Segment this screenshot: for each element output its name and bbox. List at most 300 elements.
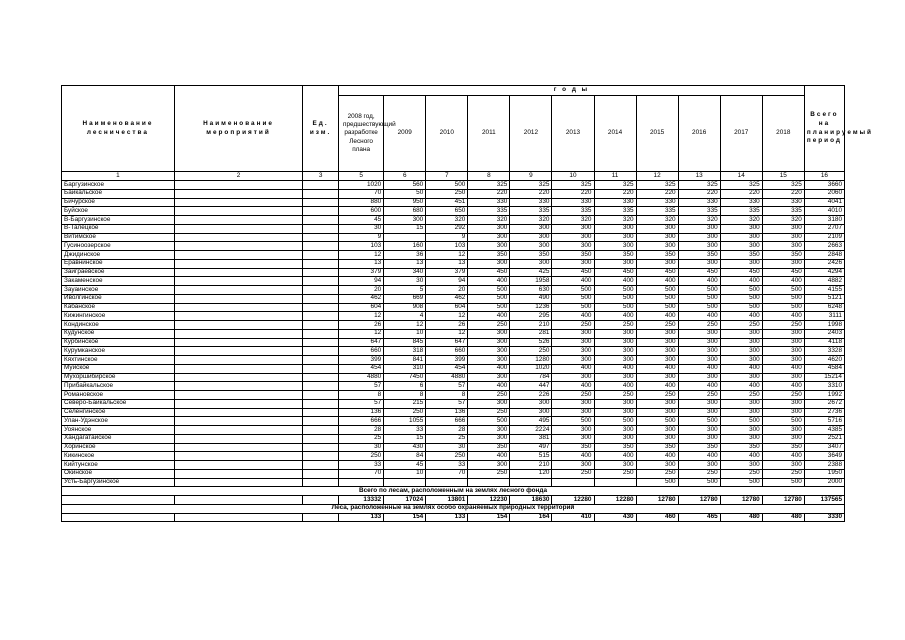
- value-cell: 300: [762, 373, 804, 382]
- value-cell: 300: [594, 399, 636, 408]
- value-cell: 300: [762, 461, 804, 470]
- value-cell: 1055: [384, 417, 426, 426]
- value-cell: 318: [384, 347, 426, 356]
- value-cell: 300: [552, 347, 594, 356]
- value-cell: 33: [339, 461, 384, 470]
- value-cell: 310: [384, 364, 426, 373]
- value-cell: 350: [510, 251, 552, 260]
- table-row: [62, 417, 845, 426]
- value-cell: 400: [762, 312, 804, 321]
- forestry-name: Уоянское: [62, 426, 175, 435]
- value-cell: 300: [762, 329, 804, 338]
- value-cell: 210: [510, 461, 552, 470]
- forestry-name: Хандагатайское: [62, 434, 175, 443]
- column-number: 7: [426, 172, 468, 181]
- unit-cell: [303, 469, 339, 478]
- unit-cell: [303, 391, 339, 400]
- value-cell: 399: [426, 356, 468, 365]
- value-cell: 320: [678, 216, 720, 225]
- value-cell: 300: [678, 242, 720, 251]
- forestry-name: Кикинское: [62, 452, 175, 461]
- value-cell: 300: [678, 408, 720, 417]
- value-cell: 400: [720, 312, 762, 321]
- unit-cell: [303, 207, 339, 216]
- value-cell: 4880: [339, 373, 384, 382]
- value-cell: 454: [426, 364, 468, 373]
- value-cell: 399: [339, 356, 384, 365]
- value-cell: 462: [426, 294, 468, 303]
- value-cell: 500: [552, 417, 594, 426]
- value-cell: 500: [468, 303, 510, 312]
- value-cell: 292: [426, 224, 468, 233]
- value-cell: 300: [636, 329, 678, 338]
- unit-cell: [303, 329, 339, 338]
- value-cell: 4385: [804, 426, 844, 435]
- value-cell: 666: [339, 417, 384, 426]
- value-cell: 8: [339, 391, 384, 400]
- value-cell: 320: [468, 216, 510, 225]
- value-cell: 300: [636, 399, 678, 408]
- value-cell: 300: [720, 461, 762, 470]
- unit-cell: [303, 338, 339, 347]
- unit-cell: [303, 216, 339, 225]
- value-cell: 325: [678, 181, 720, 190]
- value-cell: 500: [720, 478, 762, 487]
- value-cell: 320: [510, 216, 552, 225]
- total-blank: [303, 496, 339, 505]
- column-number: 5: [339, 172, 384, 181]
- value-cell: 300: [468, 259, 510, 268]
- value-cell: 250: [426, 452, 468, 461]
- value-cell: 2388: [804, 461, 844, 470]
- value-cell: 320: [762, 216, 804, 225]
- value-cell: 400: [594, 312, 636, 321]
- forestry-name: Хоринское: [62, 443, 175, 452]
- value-cell: 1280: [510, 356, 552, 365]
- activity-cell: [174, 198, 302, 207]
- header-year: 2017: [720, 96, 762, 172]
- value-cell: 250: [678, 321, 720, 330]
- value-cell: 33: [384, 426, 426, 435]
- value-cell: 300: [636, 242, 678, 251]
- value-cell: 94: [426, 277, 468, 286]
- value-cell: 500: [678, 417, 720, 426]
- value-cell: 400: [678, 452, 720, 461]
- activity-cell: [174, 268, 302, 277]
- total-value: 12230: [468, 496, 510, 505]
- value-cell: 1958: [510, 277, 552, 286]
- value-cell: [384, 478, 426, 487]
- value-cell: 350: [636, 251, 678, 260]
- value-cell: 57: [426, 382, 468, 391]
- value-cell: 25: [339, 434, 384, 443]
- table-row: [62, 294, 845, 303]
- table-row: [62, 478, 845, 487]
- value-cell: 2000: [804, 478, 844, 487]
- value-cell: 400: [636, 364, 678, 373]
- table-row: [62, 338, 845, 347]
- value-cell: 220: [510, 189, 552, 198]
- value-cell: 340: [384, 268, 426, 277]
- value-cell: 300: [678, 373, 720, 382]
- value-cell: 300: [762, 347, 804, 356]
- value-cell: 250: [762, 391, 804, 400]
- column-number: 13: [678, 172, 720, 181]
- value-cell: 330: [720, 198, 762, 207]
- value-cell: 5716: [804, 417, 844, 426]
- header-year: 2014: [594, 96, 636, 172]
- total-value: 154: [384, 513, 426, 522]
- value-cell: [468, 478, 510, 487]
- value-cell: 320: [594, 216, 636, 225]
- total-value: 17024: [384, 496, 426, 505]
- total-value: 12780: [678, 496, 720, 505]
- forestry-name: Муйское: [62, 364, 175, 373]
- value-cell: 335: [510, 207, 552, 216]
- value-cell: [384, 233, 426, 242]
- value-cell: 450: [720, 268, 762, 277]
- value-cell: 1020: [510, 364, 552, 373]
- total-value: 133: [426, 513, 468, 522]
- value-cell: 300: [720, 434, 762, 443]
- unit-cell: [303, 312, 339, 321]
- value-cell: 13: [339, 259, 384, 268]
- value-cell: 36: [384, 251, 426, 260]
- unit-cell: [303, 461, 339, 470]
- column-number: 14: [720, 172, 762, 181]
- header-activity-name: Наименование мероприятий: [174, 86, 302, 172]
- total-value: 18630: [510, 496, 552, 505]
- column-number: 16: [804, 172, 844, 181]
- total-value: 3330: [804, 513, 844, 522]
- value-cell: 300: [594, 338, 636, 347]
- summary-protected-label: Леса, расположенные на землях особо охраняемых природных территорий: [62, 504, 845, 513]
- activity-cell: [174, 391, 302, 400]
- value-cell: 28: [339, 426, 384, 435]
- value-cell: 9: [339, 233, 384, 242]
- value-cell: 669: [384, 294, 426, 303]
- value-cell: 26: [339, 321, 384, 330]
- value-cell: 300: [636, 408, 678, 417]
- summary-forest-fund-label: Всего по лесам, расположенным на землях лесного фонда: [62, 487, 845, 496]
- value-cell: 325: [762, 181, 804, 190]
- unit-cell: [303, 382, 339, 391]
- value-cell: 335: [678, 207, 720, 216]
- table-row: [62, 181, 845, 190]
- value-cell: 450: [678, 268, 720, 277]
- total-value: 480: [720, 513, 762, 522]
- value-cell: 70: [339, 469, 384, 478]
- value-cell: 400: [636, 452, 678, 461]
- value-cell: 325: [552, 181, 594, 190]
- unit-cell: [303, 434, 339, 443]
- value-cell: 300: [678, 356, 720, 365]
- value-cell: 250: [594, 321, 636, 330]
- value-cell: 300: [678, 426, 720, 435]
- value-cell: 12: [426, 312, 468, 321]
- value-cell: 12: [339, 329, 384, 338]
- column-number: 10: [552, 172, 594, 181]
- unit-cell: [303, 277, 339, 286]
- total-value: 164: [510, 513, 552, 522]
- value-cell: 400: [720, 364, 762, 373]
- value-cell: 26: [426, 321, 468, 330]
- value-cell: 220: [678, 189, 720, 198]
- forestry-name: Кудунское: [62, 329, 175, 338]
- header-2008: 2008 год, предшествующий разработке Лесного плана: [339, 96, 384, 172]
- unit-cell: [303, 452, 339, 461]
- value-cell: 250: [339, 452, 384, 461]
- activity-cell: [174, 426, 302, 435]
- header-year: 2015: [636, 96, 678, 172]
- total-value: 465: [678, 513, 720, 522]
- value-cell: 350: [678, 443, 720, 452]
- table-row: [62, 233, 845, 242]
- value-cell: 379: [339, 268, 384, 277]
- data-rows: [62, 181, 845, 487]
- value-cell: 220: [594, 189, 636, 198]
- table-row: [62, 242, 845, 251]
- value-cell: 497: [510, 443, 552, 452]
- value-cell: 9: [426, 233, 468, 242]
- value-cell: 400: [552, 452, 594, 461]
- summary-protected-row: [62, 513, 845, 522]
- value-cell: 20: [426, 286, 468, 295]
- value-cell: 220: [636, 189, 678, 198]
- value-cell: 220: [720, 189, 762, 198]
- table-row: [62, 452, 845, 461]
- value-cell: 2707: [804, 224, 844, 233]
- value-cell: 500: [594, 417, 636, 426]
- value-cell: 451: [426, 198, 468, 207]
- activity-cell: [174, 356, 302, 365]
- unit-cell: [303, 286, 339, 295]
- value-cell: 462: [339, 294, 384, 303]
- value-cell: 500: [720, 294, 762, 303]
- unit-cell: [303, 189, 339, 198]
- value-cell: 2060: [804, 189, 844, 198]
- activity-cell: [174, 382, 302, 391]
- value-cell: 250: [636, 469, 678, 478]
- value-cell: 325: [720, 181, 762, 190]
- table-row: [62, 207, 845, 216]
- unit-cell: [303, 478, 339, 487]
- value-cell: 400: [594, 382, 636, 391]
- value-cell: 300: [720, 408, 762, 417]
- value-cell: 10: [384, 329, 426, 338]
- value-cell: 136: [426, 408, 468, 417]
- value-cell: 15: [384, 224, 426, 233]
- unit-cell: [303, 181, 339, 190]
- unit-cell: [303, 443, 339, 452]
- value-cell: 425: [510, 268, 552, 277]
- value-cell: 295: [510, 312, 552, 321]
- value-cell: 300: [636, 347, 678, 356]
- value-cell: 300: [468, 426, 510, 435]
- value-cell: 300: [468, 356, 510, 365]
- total-value: 460: [636, 513, 678, 522]
- value-cell: 250: [678, 391, 720, 400]
- value-cell: 250: [594, 469, 636, 478]
- value-cell: 250: [636, 391, 678, 400]
- value-cell: 25: [426, 434, 468, 443]
- activity-cell: [174, 329, 302, 338]
- value-cell: 15: [384, 434, 426, 443]
- value-cell: [552, 478, 594, 487]
- value-cell: 300: [552, 356, 594, 365]
- value-cell: 841: [384, 356, 426, 365]
- value-cell: 325: [510, 181, 552, 190]
- value-cell: 250: [468, 408, 510, 417]
- value-cell: 400: [552, 277, 594, 286]
- value-cell: 325: [468, 181, 510, 190]
- value-cell: 660: [339, 347, 384, 356]
- value-cell: 330: [762, 198, 804, 207]
- value-cell: 330: [636, 198, 678, 207]
- value-cell: 447: [510, 382, 552, 391]
- value-cell: 2521: [804, 434, 844, 443]
- header-year: 2009: [384, 96, 426, 172]
- value-cell: 15214: [804, 373, 844, 382]
- forestry-name: Гусиноозерское: [62, 242, 175, 251]
- forestry-name: Курбинское: [62, 338, 175, 347]
- value-cell: 450: [762, 268, 804, 277]
- value-cell: 300: [552, 399, 594, 408]
- value-cell: 400: [762, 364, 804, 373]
- activity-cell: [174, 399, 302, 408]
- forestry-name: Окинское: [62, 469, 175, 478]
- value-cell: 300: [762, 356, 804, 365]
- value-cell: 103: [426, 242, 468, 251]
- value-cell: 330: [594, 198, 636, 207]
- value-cell: 300: [468, 338, 510, 347]
- table-row: [62, 382, 845, 391]
- summary-forest-fund-label-row: [62, 487, 845, 496]
- value-cell: 350: [720, 251, 762, 260]
- value-cell: 13: [426, 259, 468, 268]
- value-cell: 300: [468, 224, 510, 233]
- forestry-name: Кабанское: [62, 303, 175, 312]
- activity-cell: [174, 338, 302, 347]
- table-row: [62, 364, 845, 373]
- unit-cell: [303, 294, 339, 303]
- value-cell: 2109: [804, 233, 844, 242]
- value-cell: 500: [762, 303, 804, 312]
- value-cell: 250: [552, 321, 594, 330]
- value-cell: 350: [594, 443, 636, 452]
- forestry-name: Прибайкальское: [62, 382, 175, 391]
- value-cell: 330: [678, 198, 720, 207]
- value-cell: 350: [552, 251, 594, 260]
- value-cell: [510, 478, 552, 487]
- value-cell: 454: [339, 364, 384, 373]
- value-cell: 500: [594, 286, 636, 295]
- value-cell: 300: [510, 259, 552, 268]
- value-cell: 300: [468, 434, 510, 443]
- value-cell: 400: [468, 277, 510, 286]
- value-cell: 4155: [804, 286, 844, 295]
- value-cell: 4880: [426, 373, 468, 382]
- value-cell: 13: [384, 259, 426, 268]
- value-cell: 250: [636, 321, 678, 330]
- value-cell: 57: [426, 399, 468, 408]
- value-cell: 680: [384, 207, 426, 216]
- value-cell: 300: [720, 338, 762, 347]
- column-number: 6: [384, 172, 426, 181]
- forestry-name: Усть-Баргузинское: [62, 478, 175, 487]
- value-cell: 335: [762, 207, 804, 216]
- value-cell: 300: [636, 224, 678, 233]
- value-cell: 1950: [804, 469, 844, 478]
- value-cell: 325: [636, 181, 678, 190]
- table-row: [62, 286, 845, 295]
- activity-cell: [174, 181, 302, 190]
- value-cell: 526: [510, 338, 552, 347]
- value-cell: 57: [339, 399, 384, 408]
- forestry-name: Закаменское: [62, 277, 175, 286]
- table-row: [62, 216, 845, 225]
- value-cell: 300: [678, 329, 720, 338]
- value-cell: 350: [678, 251, 720, 260]
- unit-cell: [303, 259, 339, 268]
- forestry-name: Иволгинское: [62, 294, 175, 303]
- value-cell: 500: [762, 478, 804, 487]
- value-cell: 350: [720, 443, 762, 452]
- value-cell: 300: [552, 242, 594, 251]
- value-cell: 12: [426, 329, 468, 338]
- column-number: 3: [303, 172, 339, 181]
- value-cell: 604: [426, 303, 468, 312]
- value-cell: 400: [468, 364, 510, 373]
- value-cell: 300: [468, 399, 510, 408]
- value-cell: 500: [552, 294, 594, 303]
- unit-cell: [303, 233, 339, 242]
- value-cell: 335: [468, 207, 510, 216]
- value-cell: 300: [552, 373, 594, 382]
- value-cell: [426, 478, 468, 487]
- total-value: 12780: [636, 496, 678, 505]
- value-cell: 103: [339, 242, 384, 251]
- value-cell: 400: [468, 312, 510, 321]
- value-cell: 6: [384, 382, 426, 391]
- value-cell: 2672: [804, 399, 844, 408]
- value-cell: 379: [426, 268, 468, 277]
- value-cell: 500: [552, 303, 594, 312]
- header-year: 2013: [552, 96, 594, 172]
- activity-cell: [174, 461, 302, 470]
- value-cell: 300: [468, 461, 510, 470]
- value-cell: 335: [720, 207, 762, 216]
- value-cell: 3328: [804, 347, 844, 356]
- value-cell: 300: [636, 461, 678, 470]
- forestry-name: Баргузинское: [62, 181, 175, 190]
- value-cell: 300: [594, 373, 636, 382]
- value-cell: 908: [384, 303, 426, 312]
- value-cell: 28: [426, 426, 468, 435]
- value-cell: 300: [762, 233, 804, 242]
- table-row: [62, 198, 845, 207]
- value-cell: 300: [636, 356, 678, 365]
- value-cell: 250: [678, 469, 720, 478]
- value-cell: 300: [636, 233, 678, 242]
- activity-cell: [174, 251, 302, 260]
- value-cell: 300: [762, 338, 804, 347]
- value-cell: 400: [552, 312, 594, 321]
- value-cell: 320: [720, 216, 762, 225]
- value-cell: 320: [636, 216, 678, 225]
- value-cell: 300: [762, 224, 804, 233]
- activity-cell: [174, 347, 302, 356]
